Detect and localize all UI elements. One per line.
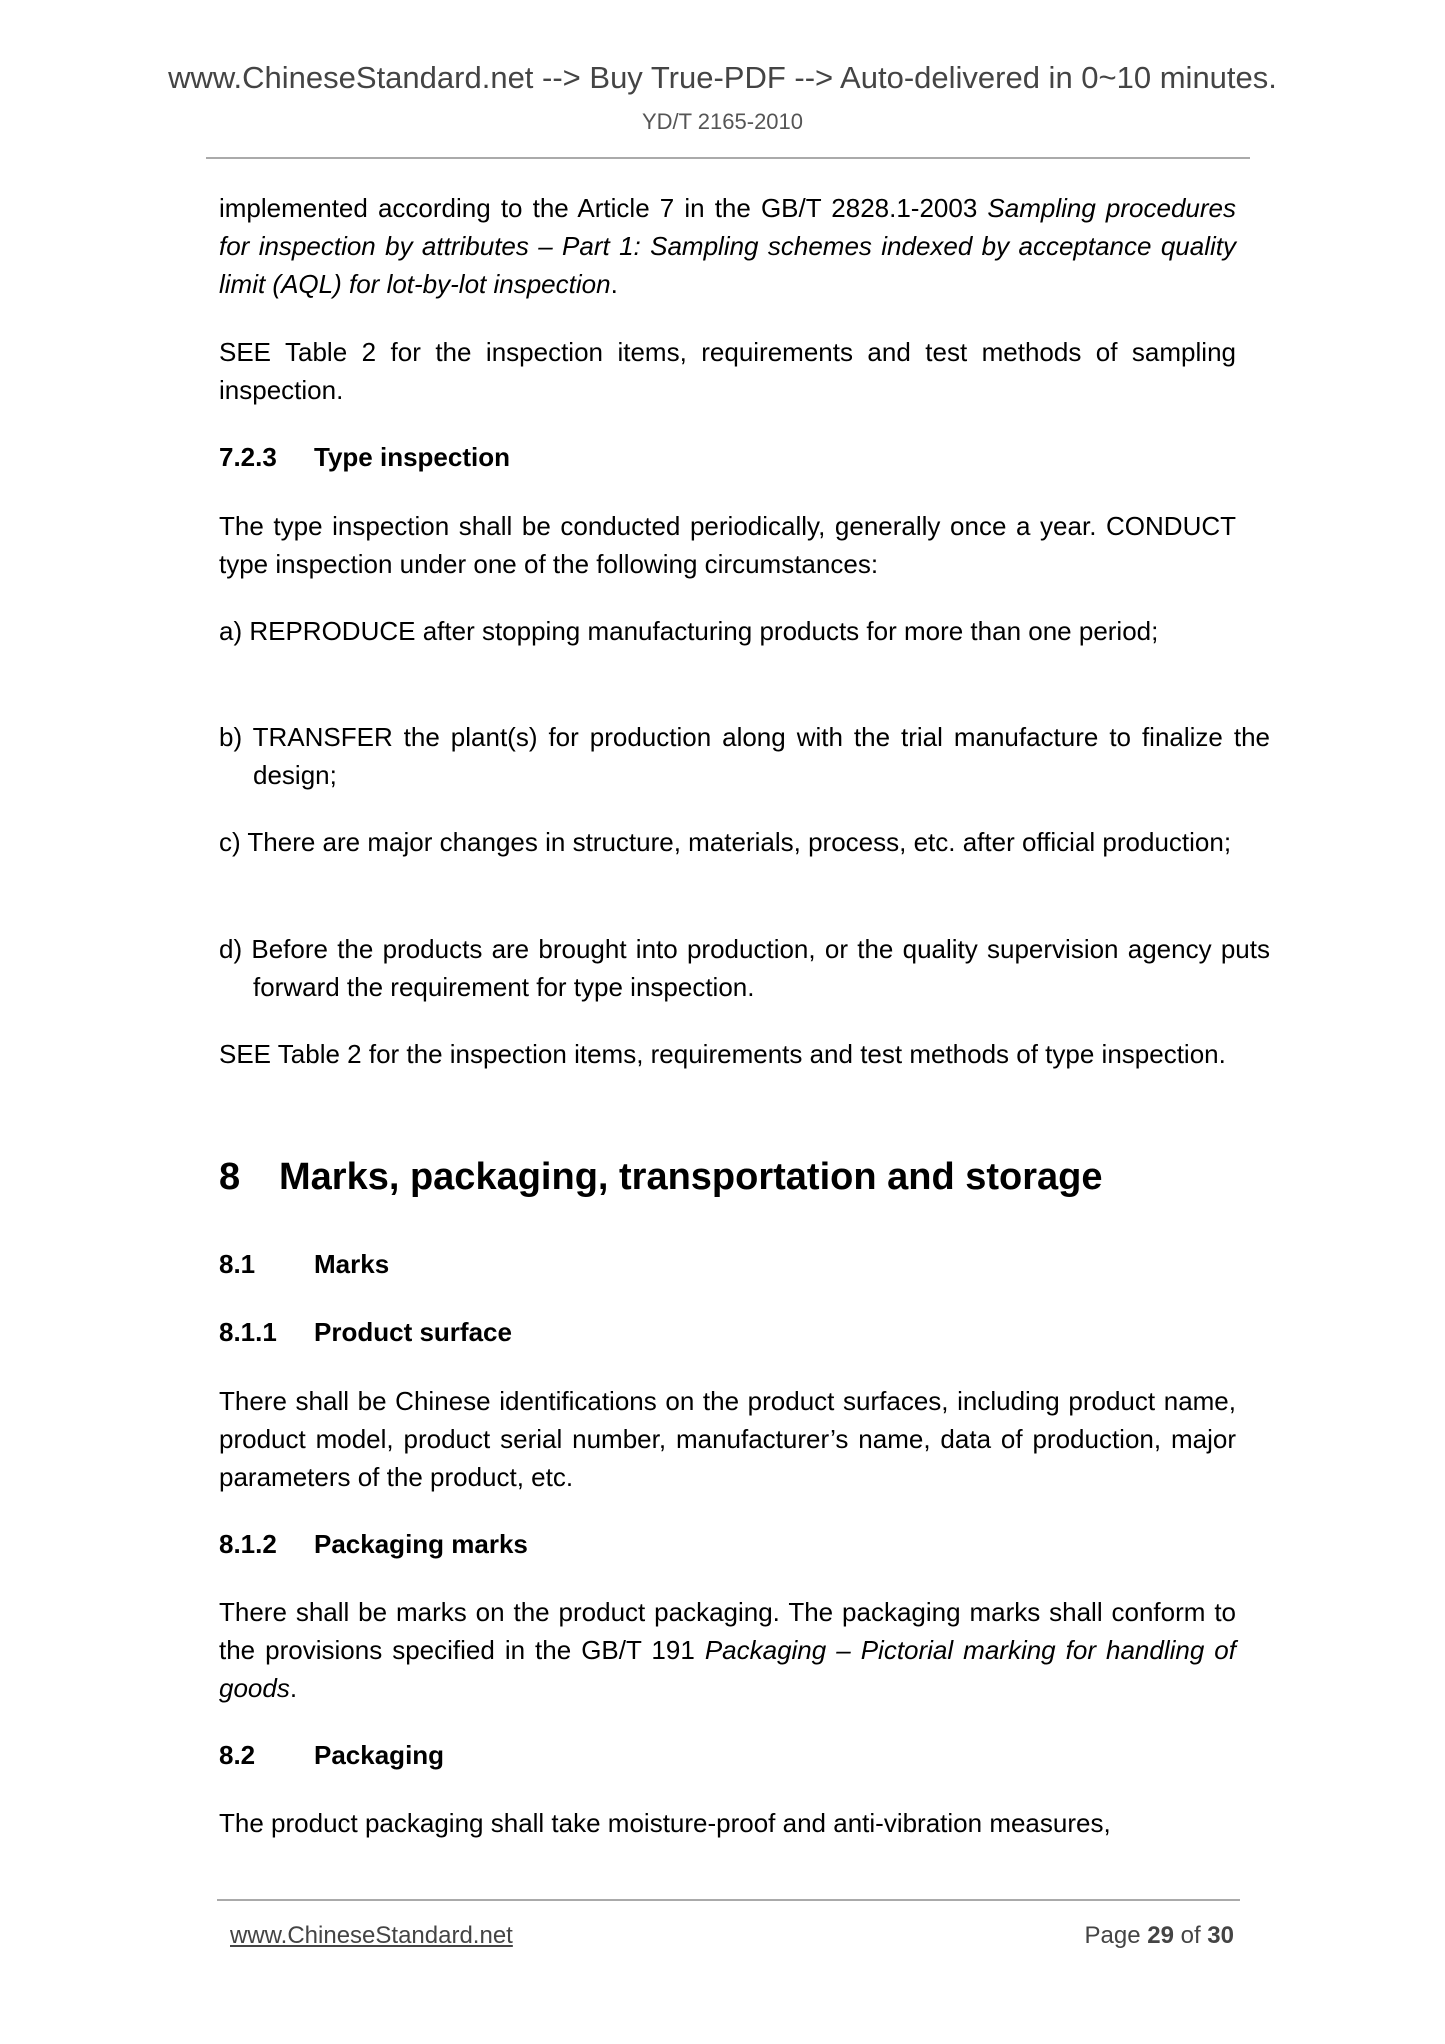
- current-page: 29: [1147, 1922, 1174, 1949]
- list-item: d) Before the products are brought into production, or the quality supervision agency puts forward the requirement for type inspection.: [219, 934, 1270, 1002]
- section-number: 8.1.2: [219, 1529, 277, 1559]
- section-number: 8.1.1: [219, 1317, 277, 1347]
- section-heading-8: [219, 1153, 1103, 1201]
- section-heading-7-2-3: [219, 438, 510, 476]
- paragraph: [219, 1593, 1236, 1707]
- text: .: [610, 269, 618, 299]
- promo-banner: www.ChineseStandard.net --> Buy True-PDF --> Auto-delivered in 0~10 minutes.: [168, 60, 1277, 95]
- list-item: c) There are major changes in structure, materials, process, etc. after official production;: [219, 827, 1232, 857]
- paragraph: SEE Table 2 for the inspection items, requirements and test methods of sampling inspection.: [219, 337, 1236, 405]
- paragraph: The type inspection shall be conducted periodically, generally once a year. CONDUCT type inspection under one of the following circumstances:: [219, 511, 1236, 579]
- total-pages: 30: [1207, 1922, 1234, 1949]
- header-divider: [206, 157, 1250, 159]
- section-heading-8-1-1: [219, 1313, 512, 1351]
- section-number: 8: [219, 1156, 241, 1198]
- list-item: b) TRANSFER the plant(s) for production along with the trial manufacture to finalize the design;: [219, 722, 1270, 790]
- paragraph: The product packaging shall take moisture-proof and anti-vibration measures,: [219, 1808, 1111, 1838]
- page-label: Page: [1084, 1922, 1141, 1949]
- footer-website-link[interactable]: www.ChineseStandard.net: [230, 1922, 513, 1949]
- section-number: 8.2: [219, 1740, 256, 1770]
- section-number: 7.2.3: [219, 442, 277, 472]
- section-title: Packaging: [314, 1740, 445, 1770]
- page-number: [1085, 1919, 1235, 1953]
- of-label: of: [1180, 1922, 1201, 1949]
- text: There shall be marks on the product packaging. The packaging marks shall conform to the provisions specified in the GB/T 191: [219, 1597, 1236, 1665]
- text: .: [289, 1673, 298, 1703]
- section-heading-8-1: [219, 1245, 389, 1283]
- section-title: Marks, packaging, transportation and storage: [279, 1156, 1103, 1198]
- list-item: a) REPRODUCE after stopping manufacturing products for more than one period;: [219, 616, 1159, 646]
- paragraph: SEE Table 2 for the inspection items, requirements and test methods of type inspection.: [219, 1039, 1226, 1069]
- section-title: Marks: [314, 1249, 390, 1279]
- standard-title: Sampling procedures for inspection by attributes – Part 1: Sampling schemes indexed by acceptance quality limit (AQL) for lot-by-lot inspection: [219, 193, 1237, 299]
- section-title: Product surface: [314, 1317, 512, 1347]
- section-heading-8-2: [219, 1736, 444, 1774]
- footer-divider: [217, 1899, 1240, 1901]
- text: implemented according to the Article 7 in the GB/T 2828.1-2003: [219, 193, 988, 223]
- document-id: YD/T 2165-2010: [641, 109, 804, 134]
- paragraph: [219, 189, 1236, 303]
- section-number: 8.1: [219, 1249, 256, 1279]
- section-title: Packaging marks: [314, 1529, 528, 1559]
- paragraph: There shall be Chinese identifications on the product surfaces, including product name, product model, product serial number, manufacturer’s name, data of production, major parameters of the product, etc.: [219, 1386, 1236, 1492]
- standard-title: Packaging – Pictorial marking for handling of goods: [219, 1635, 1236, 1703]
- section-heading-8-1-2: [219, 1525, 528, 1563]
- section-title: Type inspection: [314, 442, 510, 472]
